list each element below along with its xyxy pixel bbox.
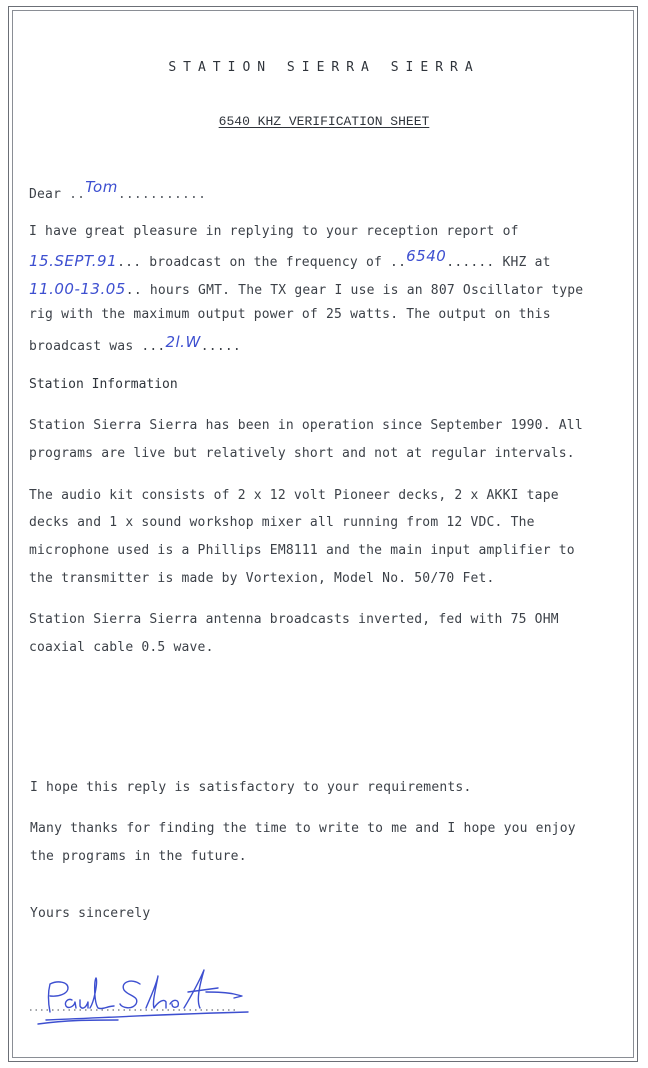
report-line-2-end: ...... KHZ at (446, 255, 551, 270)
output-power: 2l.W (165, 333, 201, 351)
info-p1-line-2: programs are live but relatively short and not at regular intervals. (29, 446, 575, 461)
station-name: STATION SIERRA SIERRA (168, 60, 480, 75)
greeting-prefix: Dear (29, 187, 70, 202)
report-line-3 (29, 280, 583, 298)
closing-signoff: Yours sincerely (30, 906, 151, 921)
report-line-5-end: ..... (200, 339, 241, 354)
page-border-inner (12, 10, 634, 1058)
greeting-line: Dear ..Tom........... (29, 178, 207, 202)
handwritten-signature (28, 962, 258, 1032)
closing-thanks-line-2: the programs in the future. (30, 849, 247, 864)
reception-time: 11.00-13.05 (29, 280, 126, 298)
report-line-5-start: broadcast was ... (29, 339, 166, 354)
report-line-3-end: .. hours GMT. The TX gear I use is an 807 Oscillator type (125, 283, 584, 298)
report-line-2-mid: ... broadcast on the frequency of .. (117, 255, 407, 270)
info-p2-line-4: the transmitter is made by Vortexion, Model No. 50/70 Fet. (29, 571, 495, 586)
report-line-4: rig with the maximum output power of 25 watts. The output on this (29, 307, 551, 322)
report-line-2 (29, 247, 551, 270)
sheet-title (0, 114, 648, 129)
info-p3-line-1: Station Sierra Sierra antenna broadcasts inverted, fed with 75 OHM (29, 612, 559, 627)
info-p2-line-2: decks and 1 x sound workshop mixer all running from 12 VDC. The (29, 515, 535, 530)
info-p2-line-3: microphone used is a Phillips EM8111 and the main input amplifier to (29, 543, 575, 558)
reception-frequency: 6540 (406, 247, 447, 265)
info-p3-line-2: coaxial cable 0.5 wave. (29, 640, 214, 655)
info-p2-line-1: The audio kit consists of 2 x 12 volt Pioneer decks, 2 x AKKI tape (29, 488, 559, 503)
closing-thanks-line-1: Many thanks for finding the time to write to me and I hope you enjoy (30, 821, 576, 836)
sheet-title-text: 6540 KHZ VERIFICATION SHEET (218, 114, 430, 129)
reception-date: 15.SEPT.91 (29, 252, 118, 270)
report-line-1: I have great pleasure in replying to your reception report of (29, 224, 519, 239)
signature-icon (28, 962, 258, 1032)
closing-hope: I hope this reply is satisfactory to your requirements. (30, 780, 472, 795)
greeting-name: Tom (85, 178, 118, 196)
greeting-dots: ........... (117, 187, 207, 202)
info-p1-line-1: Station Sierra Sierra has been in operation since September 1990. All (29, 418, 583, 433)
station-info-heading: Station Information (29, 377, 178, 392)
report-line-5 (29, 333, 241, 354)
